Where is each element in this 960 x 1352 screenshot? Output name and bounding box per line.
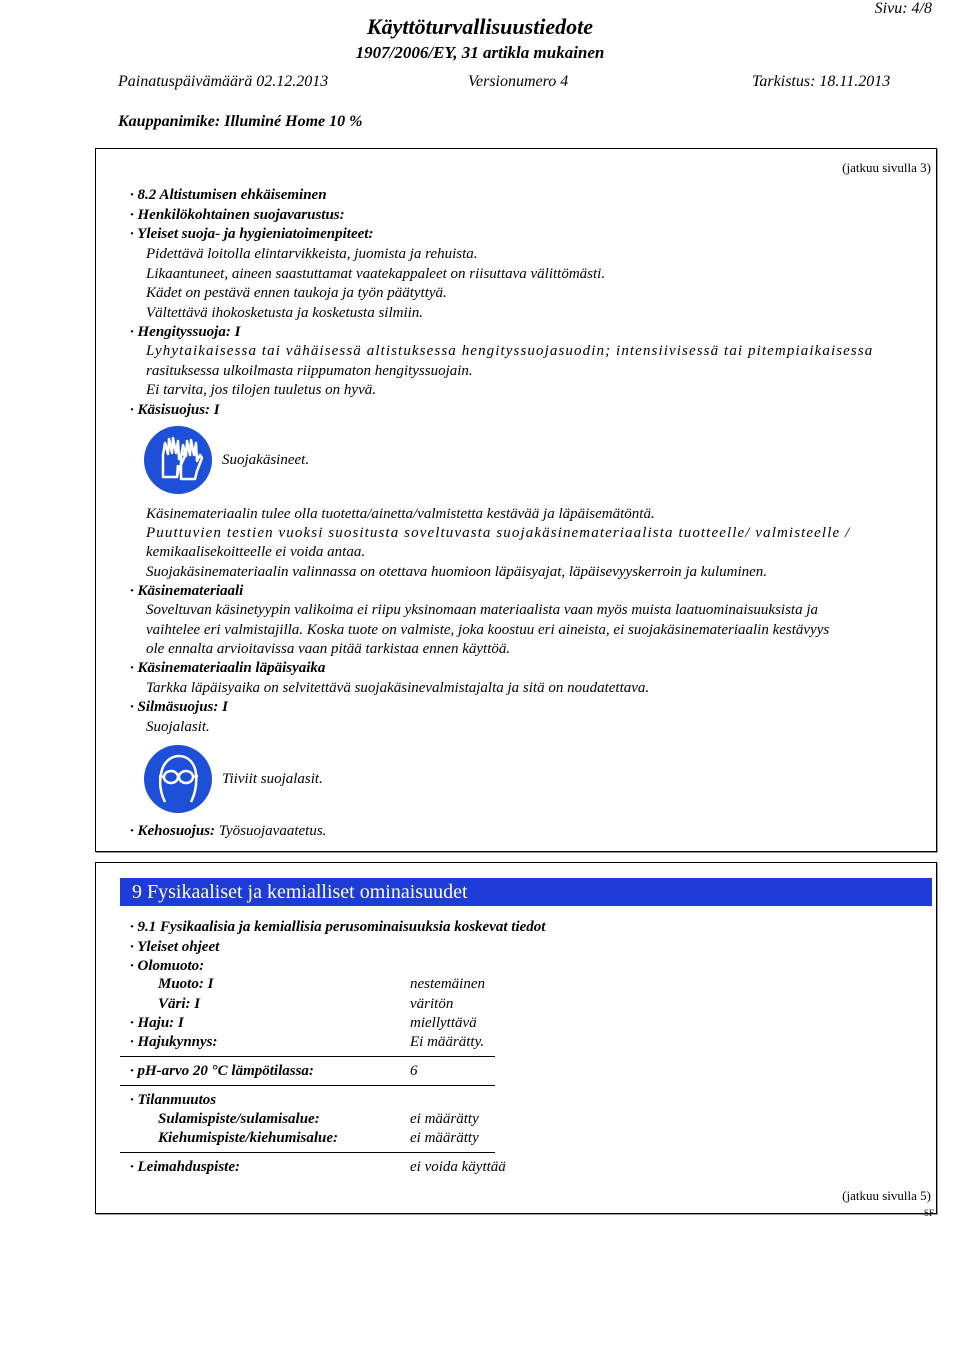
form-label: Muoto: I xyxy=(158,976,214,992)
glove-material-text: Soveltuvan käsinetyypin valikoima ei riipu yksinomaan materiaalista vaan myös muista laatuominaisuuksista ja xyxy=(146,602,818,618)
flash-point-label: · Leimahduspiste: xyxy=(130,1159,241,1175)
respiratory-text: Ei tarvita, jos tilojen tuuletus on hyvä. xyxy=(146,382,376,398)
gloves-icon xyxy=(143,425,213,495)
odour-value: miellyttävä xyxy=(410,1015,477,1031)
color-label: Väri: I xyxy=(158,996,201,1012)
flash-point-value: ei voida käyttää xyxy=(410,1159,506,1175)
hygiene-line: Kädet on pestävä ennen taukoja ja työn päätyttyä. xyxy=(146,285,447,301)
odour-threshold-label: · Hajukynnys: xyxy=(130,1034,218,1050)
respiratory-text: Lyhytaikaisessa tai vähäisessä altistuksessa hengityssuojasuodin; intensiivisessä tai pitempiaikaisessa xyxy=(146,343,874,359)
boiling-point-label: Kiehumispiste/kiehumisalue: xyxy=(158,1130,339,1146)
divider xyxy=(120,1056,495,1057)
hand-text: Suojakäsinemateriaalin valinnassa on otettava huomioon läpäisyajat, läpäisevyyskerroin ja kuluminen. xyxy=(146,564,768,580)
breakthrough-heading: · Käsinemateriaalin läpäisyaika xyxy=(130,660,326,676)
glove-material-text: ole ennalta arvioitavissa vaan pitää tarkistaa ennen käyttöä. xyxy=(146,641,511,657)
continued-to: (jatkuu sivulla 5) xyxy=(842,1188,931,1203)
melting-point-label: Sulamispiste/sulamisalue: xyxy=(158,1111,320,1127)
language-code: SF xyxy=(923,1208,934,1218)
boiling-point-value: ei määrätty xyxy=(410,1130,479,1146)
gloves-caption: Suojakäsineet. xyxy=(222,452,310,468)
document-title: Käyttöturvallisuustiedote xyxy=(366,14,594,39)
hand-text: Puuttuvien testien vuoksi suositusta soveltuvasta suojakäsinemateriaalista tuotteelle/ valmisteelle / xyxy=(146,525,851,541)
ppe-heading: · Henkilökohtainen suojavarustus: xyxy=(130,207,345,223)
form-value: nestemäinen xyxy=(410,976,485,992)
hand-text: kemikaalisekoitteelle ei voida antaa. xyxy=(146,544,366,560)
hygiene-line: Vältettävä ihokosketusta ja kosketusta silmiin. xyxy=(146,305,424,321)
section-8-2-title: · 8.2 Altistumisen ehkäiseminen xyxy=(130,187,327,203)
odour-threshold-value: Ei määrätty. xyxy=(410,1034,485,1050)
ph-value: 6 xyxy=(410,1063,418,1079)
general-info: · Yleiset ohjeet xyxy=(130,939,220,955)
section-9-1-title: · 9.1 Fysikaalisia ja kemiallisia perusominaisuuksia koskevat tiedot xyxy=(130,919,546,935)
version-number: Versionumero 4 xyxy=(468,73,569,90)
eye-protection-heading: · Silmäsuojus: I xyxy=(130,699,228,715)
hygiene-line: Likaantuneet, aineen saastuttamat vaatekappaleet on riisuttava välittömästi. xyxy=(146,266,606,282)
goggles-caption: Tiiviit suojalasit. xyxy=(222,771,323,787)
document-subtitle: 1907/2006/EY, 31 artikla mukainen xyxy=(355,43,605,62)
print-date: Painatuspäivämäärä 02.12.2013 xyxy=(118,73,329,90)
breakthrough-text: Tarkka läpäisyaika on selvitettävä suojakäsinevalmistajalta ja sitä on noudatettava. xyxy=(146,680,650,696)
color-value: väritön xyxy=(410,996,454,1012)
state-change-heading: · Tilanmuutos xyxy=(130,1092,217,1108)
body-protection-label: · Kehosuojus: xyxy=(130,823,216,839)
glove-material-heading: · Käsinemateriaali xyxy=(130,583,244,599)
glove-material-text: vaihtelee eri valmistajilla. Koska tuote on valmiste, joka koostuu eri aineista, ei suojakäsinemateriaalin kestävyys xyxy=(146,622,830,638)
hand-text: Käsinemateriaalin tulee olla tuotetta/ainetta/valmistetta kestävää ja läpäisemätöntä. xyxy=(146,506,655,522)
continued-from: (jatkuu sivulla 3) xyxy=(842,160,931,175)
respiratory-text: rasituksessa ulkoilmasta riippumaton hengityssuojain. xyxy=(146,363,473,379)
melting-point-value: ei määrätty xyxy=(410,1111,479,1127)
trade-name: Kauppanimike: Illuminé Home 10 % xyxy=(118,113,363,130)
appearance-heading: · Olomuoto: xyxy=(130,958,205,974)
body-protection-value: Työsuojavaatetus. xyxy=(218,823,327,839)
respiratory-heading: · Hengityssuoja: I xyxy=(130,324,241,340)
section-9-heading: 9 Fysikaaliset ja kemialliset ominaisuudet xyxy=(120,878,932,906)
page-number: Sivu: 4/8 xyxy=(874,0,932,17)
hygiene-line: Pidettävä loitolla elintarvikkeista, juomista ja rehuista. xyxy=(146,246,478,262)
eye-protection-text: Suojalasit. xyxy=(146,719,210,735)
hand-protection-heading: · Käsisuojus: I xyxy=(130,402,220,418)
ph-label: · pH-arvo 20 °C lämpötilassa: xyxy=(130,1063,314,1079)
divider xyxy=(120,1085,495,1086)
hygiene-heading: · Yleiset suoja- ja hygieniatoimenpiteet: xyxy=(130,226,374,242)
revision-date: Tarkistus: 18.11.2013 xyxy=(752,73,891,90)
body-protection xyxy=(130,822,326,841)
divider xyxy=(120,1152,495,1153)
goggles-icon xyxy=(143,744,213,814)
odour-label: · Haju: I xyxy=(130,1015,184,1031)
